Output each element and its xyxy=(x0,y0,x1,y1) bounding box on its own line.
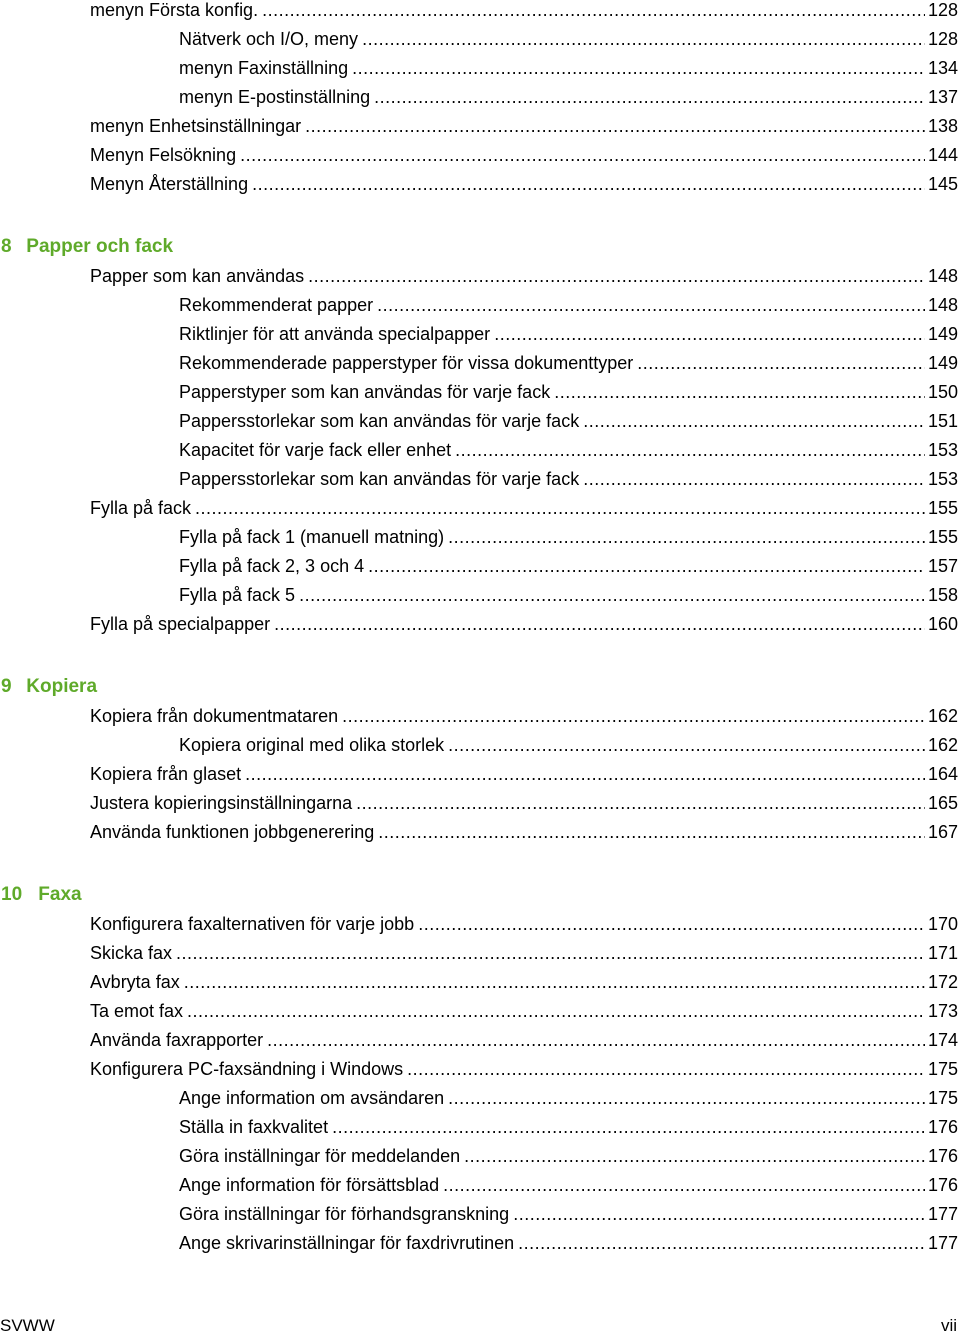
dot-leader xyxy=(448,1085,925,1111)
toc-entry[interactable] xyxy=(179,524,958,550)
dot-leader xyxy=(356,790,925,816)
dot-leader xyxy=(378,819,925,845)
dot-leader xyxy=(262,0,925,23)
chapter-heading[interactable] xyxy=(1,881,82,909)
chapter-number: 8 xyxy=(1,236,12,257)
dot-leader xyxy=(448,524,925,550)
toc-entry[interactable] xyxy=(179,379,958,405)
toc-entry[interactable] xyxy=(90,1056,958,1082)
chapter-title: Kopiera xyxy=(26,676,98,697)
toc-entry[interactable] xyxy=(90,263,958,289)
toc-entry-title: Ta emot fax xyxy=(90,1001,184,1021)
toc-entry-title: menyn Enhetsinställningar xyxy=(90,116,302,136)
toc-entry[interactable] xyxy=(179,466,958,492)
dot-leader xyxy=(240,142,925,168)
toc-entry[interactable] xyxy=(90,969,958,995)
toc-entry-title: Göra inställningar för förhandsgranskning xyxy=(179,1204,510,1224)
toc-page-number: 128 xyxy=(927,0,958,20)
chapter-title: Papper och fack xyxy=(26,236,174,257)
toc-page-number: 128 xyxy=(927,29,958,49)
dot-leader xyxy=(187,998,925,1024)
dot-leader xyxy=(342,703,925,729)
toc-page-number: 151 xyxy=(927,411,958,431)
dot-leader xyxy=(513,1201,925,1227)
dot-leader xyxy=(195,495,925,521)
toc-entry[interactable] xyxy=(179,292,958,318)
dot-leader xyxy=(455,437,925,463)
toc-entry-title: menyn E-postinställning xyxy=(179,87,371,107)
toc-page-number: 175 xyxy=(927,1059,958,1079)
toc-entry[interactable] xyxy=(179,1085,958,1111)
chapter-title: Faxa xyxy=(38,884,82,905)
toc-entry[interactable] xyxy=(179,582,958,608)
toc-entry[interactable] xyxy=(179,321,958,347)
toc-page-number: 177 xyxy=(927,1204,958,1224)
toc-entry[interactable] xyxy=(90,611,958,637)
footer-page-number: vii xyxy=(940,1316,957,1335)
toc-entry[interactable] xyxy=(90,171,958,197)
footer-left-label: SVWW xyxy=(0,1316,55,1335)
toc-page-number: 137 xyxy=(927,87,958,107)
toc-page-number: 177 xyxy=(927,1233,958,1253)
toc-entry[interactable] xyxy=(179,1172,958,1198)
toc-entry-title: Papperstyper som kan användas för varje fack xyxy=(179,382,551,402)
toc-entry-title: Fylla på fack 2, 3 och 4 xyxy=(179,556,365,576)
toc-page-number: 176 xyxy=(927,1117,958,1137)
dot-leader xyxy=(252,171,925,197)
chapter-number: 9 xyxy=(1,676,12,697)
toc-page-number: 148 xyxy=(927,295,958,315)
toc-page-number: 153 xyxy=(927,469,958,489)
dot-leader xyxy=(176,940,925,966)
dot-leader xyxy=(418,911,925,937)
toc-page-number: 149 xyxy=(927,324,958,344)
dot-leader xyxy=(583,466,925,492)
dot-leader xyxy=(362,26,925,52)
toc-entry[interactable] xyxy=(179,1201,958,1227)
dot-leader xyxy=(184,969,925,995)
toc-entry-title: Ange information om avsändaren xyxy=(179,1088,445,1108)
dot-leader xyxy=(494,321,925,347)
toc-page-number: 176 xyxy=(927,1146,958,1166)
toc-page-number: 171 xyxy=(927,943,958,963)
toc-page-number: 173 xyxy=(927,1001,958,1021)
chapter-heading[interactable] xyxy=(1,233,173,261)
toc-page-number: 174 xyxy=(927,1030,958,1050)
toc-page-number: 176 xyxy=(927,1175,958,1195)
toc-entry[interactable] xyxy=(90,495,958,521)
toc-entry-title: Pappersstorlekar som kan användas för varje fack xyxy=(179,411,580,431)
dot-leader xyxy=(274,611,925,637)
toc-page-number: 162 xyxy=(927,706,958,726)
toc-page-number: 157 xyxy=(927,556,958,576)
toc-entry-title: Justera kopieringsinställningarna xyxy=(90,793,353,813)
dot-leader xyxy=(554,379,925,405)
toc-entry-title: Använda faxrapporter xyxy=(90,1030,264,1050)
toc-entry[interactable] xyxy=(90,790,958,816)
toc-page-number: 160 xyxy=(927,614,958,634)
toc-entry-title: Ange skrivarinställningar för faxdrivrutinen xyxy=(179,1233,515,1253)
toc-page-number: 175 xyxy=(927,1088,958,1108)
toc-entry[interactable] xyxy=(179,437,958,463)
toc-page-number: 150 xyxy=(927,382,958,402)
toc-entry-title: Fylla på fack 1 (manuell matning) xyxy=(179,527,445,547)
toc-entry[interactable] xyxy=(90,998,958,1024)
toc-entry[interactable] xyxy=(179,350,958,376)
chapter-heading[interactable] xyxy=(1,673,97,701)
dot-leader xyxy=(308,263,925,289)
toc-entry-title: Menyn Återställning xyxy=(90,174,249,194)
toc-entry[interactable] xyxy=(179,1114,958,1140)
toc-entry-title: Konfigurera PC-faxsändning i Windows xyxy=(90,1059,404,1079)
toc-entry-title: menyn Första konfig. xyxy=(90,0,259,20)
dot-leader xyxy=(305,113,925,139)
toc-entry[interactable] xyxy=(179,55,958,81)
toc-page-number: 158 xyxy=(927,585,958,605)
toc-page-number: 167 xyxy=(927,822,958,842)
dot-leader xyxy=(443,1172,925,1198)
toc-page-number: 164 xyxy=(927,764,958,784)
toc-entry[interactable] xyxy=(179,84,958,110)
toc-entry-title: Kopiera från glaset xyxy=(90,764,242,784)
dot-leader xyxy=(352,55,925,81)
toc-entry[interactable] xyxy=(179,26,958,52)
toc-entry[interactable] xyxy=(90,113,958,139)
toc-page-number: 145 xyxy=(927,174,958,194)
toc-page-number: 149 xyxy=(927,353,958,373)
toc-entry[interactable] xyxy=(90,940,958,966)
toc-entry-title: Rekommenderade papperstyper för vissa dokumenttyper xyxy=(179,353,634,373)
toc-entry[interactable] xyxy=(179,1143,958,1169)
toc-page-number: 155 xyxy=(927,527,958,547)
toc-entry-title: Rekommenderat papper xyxy=(179,295,374,315)
dot-leader xyxy=(407,1056,925,1082)
toc-entry-title: Papper som kan användas xyxy=(90,266,305,286)
toc-page-number: 138 xyxy=(927,116,958,136)
dot-leader xyxy=(374,84,925,110)
toc-page-number: 170 xyxy=(927,914,958,934)
toc-entry[interactable] xyxy=(179,553,958,579)
toc-page-number: 144 xyxy=(927,145,958,165)
toc-entry-title: Pappersstorlekar som kan användas för varje fack xyxy=(179,469,580,489)
dot-leader xyxy=(332,1114,925,1140)
toc-entry-title: Kapacitet för varje fack eller enhet xyxy=(179,440,452,460)
toc-entry-title: Ange information för försättsblad xyxy=(179,1175,440,1195)
toc-entry-title: Nätverk och I/O, meny xyxy=(179,29,359,49)
toc-page-number: 165 xyxy=(927,793,958,813)
toc-entry[interactable] xyxy=(90,703,958,729)
toc-page-number: 148 xyxy=(927,266,958,286)
chapter-number: 10 xyxy=(1,884,23,905)
toc-page-number: 172 xyxy=(927,972,958,992)
toc-entry[interactable] xyxy=(90,819,958,845)
dot-leader xyxy=(637,350,925,376)
toc-entry-title: Ställa in faxkvalitet xyxy=(179,1117,329,1137)
dot-leader xyxy=(583,408,925,434)
toc-entry[interactable] xyxy=(90,142,958,168)
toc-page-number: 162 xyxy=(927,735,958,755)
toc-page-number: 153 xyxy=(927,440,958,460)
toc-entry-title: Fylla på specialpapper xyxy=(90,614,271,634)
dot-leader xyxy=(448,732,925,758)
toc-entry[interactable] xyxy=(179,408,958,434)
toc-entry[interactable] xyxy=(179,1230,958,1256)
dot-leader xyxy=(464,1143,925,1169)
toc-entry-title: Riktlinjer för att använda specialpapper xyxy=(179,324,491,344)
toc-entry[interactable] xyxy=(179,732,958,758)
toc-entry-title: Kopiera från dokumentmataren xyxy=(90,706,339,726)
dot-leader xyxy=(245,761,925,787)
toc-entry-title: Fylla på fack 5 xyxy=(179,585,296,605)
toc-entry[interactable] xyxy=(90,911,958,937)
dot-leader xyxy=(368,553,925,579)
dot-leader xyxy=(518,1230,925,1256)
toc-entry-title: Konfigurera faxalternativen för varje jobb xyxy=(90,914,415,934)
toc-entry[interactable] xyxy=(90,1027,958,1053)
toc-entry-title: Menyn Felsökning xyxy=(90,145,237,165)
toc-entry-title: Kopiera original med olika storlek xyxy=(179,735,445,755)
dot-leader xyxy=(377,292,925,318)
toc-entry-title: Avbryta fax xyxy=(90,972,180,992)
dot-leader xyxy=(267,1027,925,1053)
toc-page-number: 155 xyxy=(927,498,958,518)
toc-entry-title: Göra inställningar för meddelanden xyxy=(179,1146,461,1166)
toc-page-number: 134 xyxy=(927,58,958,78)
toc-entry-title: Fylla på fack xyxy=(90,498,192,518)
toc-entry[interactable] xyxy=(90,761,958,787)
dot-leader xyxy=(299,582,925,608)
toc-entry-title: menyn Faxinställning xyxy=(179,58,349,78)
toc-entry[interactable] xyxy=(90,0,958,23)
toc-entry-title: Använda funktionen jobbgenerering xyxy=(90,822,375,842)
toc-entry-title: Skicka fax xyxy=(90,943,173,963)
